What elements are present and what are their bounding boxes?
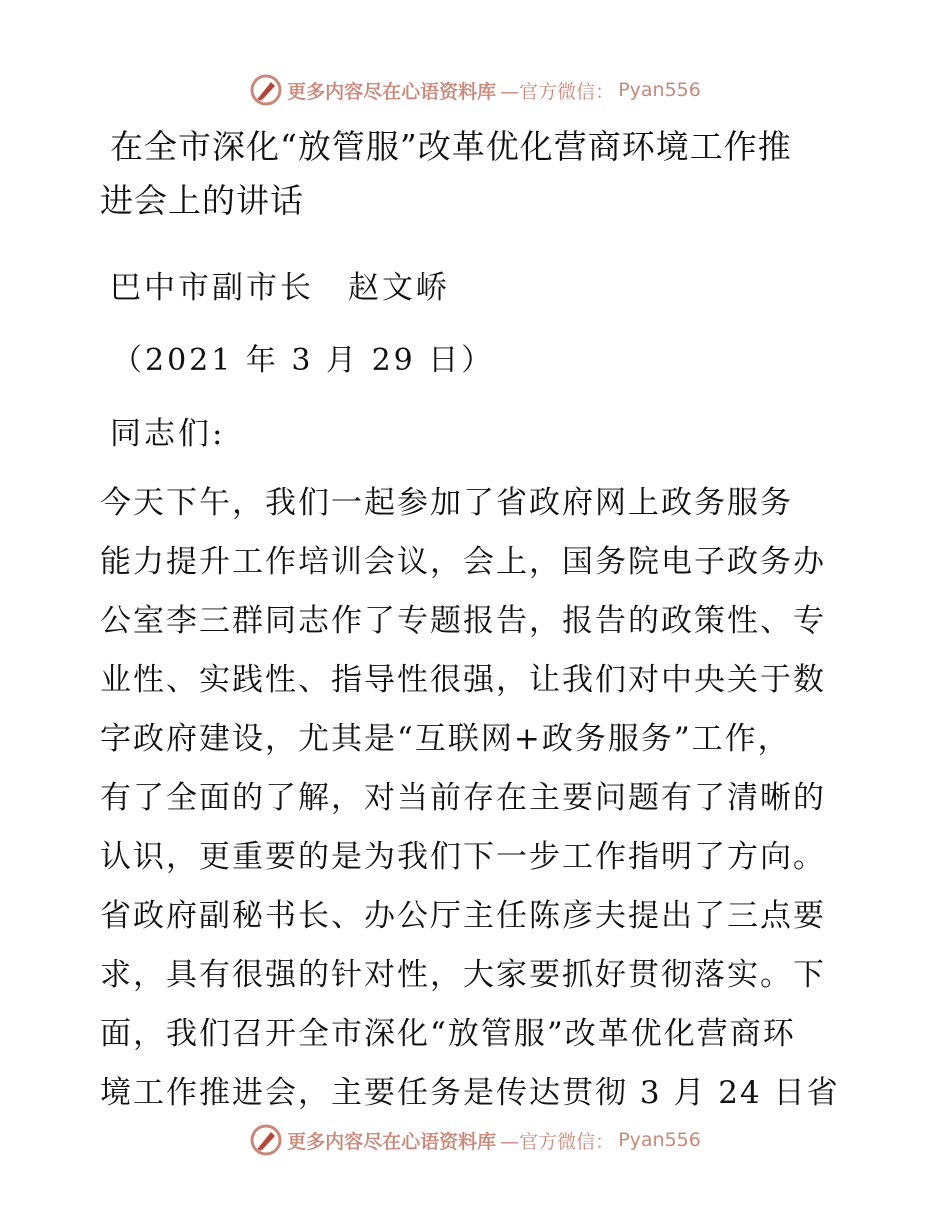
body-line: 认识，更重要的是为我们下一步工作指明了方向。 [100, 839, 826, 875]
body-line: 境工作推进会，主要任务是传达贯彻 3 月 24 日省 [100, 1075, 840, 1111]
body-line: 省政府副秘书长、办公厅主任陈彦夫提出了三点要 [100, 898, 826, 934]
pen-nib-logo-icon [249, 73, 283, 107]
header-watermark [0, 70, 950, 110]
document-title [100, 120, 860, 228]
pen-nib-logo-icon [249, 1123, 283, 1157]
body-line: 能力提升工作培训会议，会上，国务院电子政务办 [100, 544, 826, 580]
title-line-2: 进会上的讲话 [100, 181, 304, 220]
body-line: 有了全面的了解，对当前存在主要问题有了清晰的 [100, 780, 826, 816]
date-line: （2021 年 3 月 29 日） [112, 343, 495, 378]
body-line: 业性、实践性、指导性很强，让我们对中央关于数 [100, 662, 826, 698]
watermark-separator: —官方微信： [500, 1130, 615, 1153]
author-line: 巴中市副市长 赵文峤 [110, 270, 450, 306]
body-line: 公室李三群同志作了专题报告，报告的政策性、专 [100, 603, 826, 639]
body-line: 今天下午，我们一起参加了省政府网上政务服务 [100, 485, 793, 521]
watermark-text: 更多内容尽在心语资料库 [287, 80, 497, 103]
body-line: 求，具有很强的针对性，大家要抓好贯彻落实。下 [100, 957, 826, 993]
watermark-separator: —官方微信： [500, 80, 615, 103]
body-line: 面，我们召开全市深化“放管服”改革优化营商环 [100, 1016, 796, 1052]
watermark-text: 更多内容尽在心语资料库 [287, 1130, 497, 1153]
title-line-1: 在全市深化“放管服”改革优化营商环境工作推 [110, 127, 792, 166]
greeting: 同志们: [110, 416, 226, 452]
body-line: 字政府建设，尤其是“互联网+政务服务”工作， [100, 721, 791, 757]
footer-watermark [0, 1120, 950, 1160]
watermark-wechat-id: Pyan556 [618, 79, 701, 101]
body-paragraph [100, 474, 860, 1123]
watermark-wechat-id: Pyan556 [618, 1129, 701, 1151]
